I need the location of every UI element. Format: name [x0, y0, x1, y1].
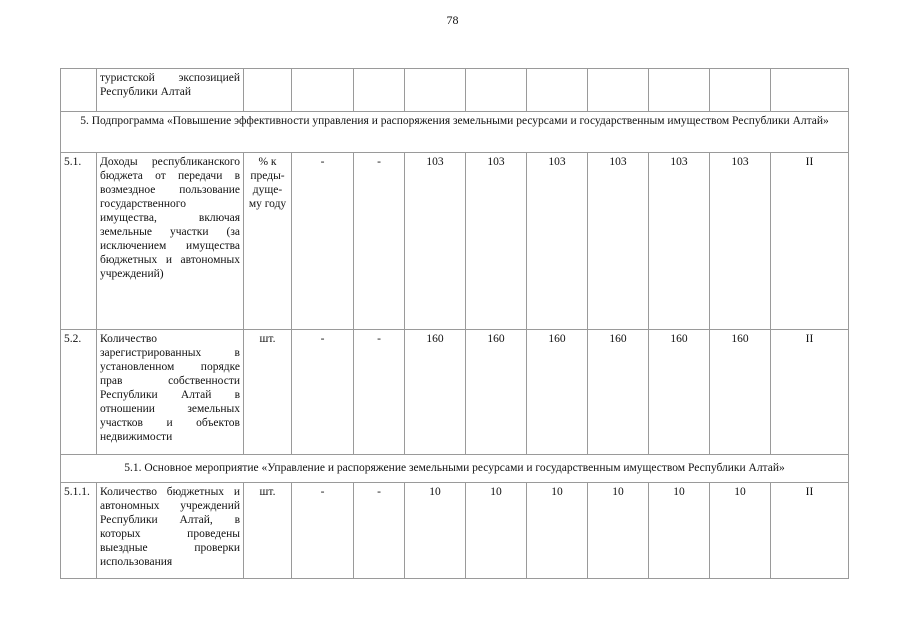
value-cell	[588, 69, 649, 112]
value-cell: -	[354, 330, 405, 455]
value-cell: -	[292, 330, 354, 455]
value-cell	[527, 69, 588, 112]
section-row	[61, 455, 849, 483]
value-cell	[649, 69, 710, 112]
value-cell: 10	[527, 483, 588, 579]
indicator-name: Количество бюджетных и автономных учреждений Республики Алтай, в которых проведены выездные проверки использования	[97, 483, 244, 579]
value-cell: 103	[527, 153, 588, 330]
indicator-name: Количество зарегистрированных в установленном порядке прав собственности Республики Алтай в отношении земельных участков и объектов недвижимости	[97, 330, 244, 455]
table-row	[61, 153, 849, 330]
value-cell: 10	[588, 483, 649, 579]
value-cell: 160	[588, 330, 649, 455]
indicator-name: Доходы республиканского бюджета от передачи в возмездное пользование государственного имущества, включая земельные участки (за исключением имущества бюджетных и автономных учреждений)	[97, 153, 244, 330]
row-number	[61, 69, 97, 112]
indicators-table	[60, 68, 849, 579]
section-title: 5. Подпрограмма «Повышение эффективности управления и распоряжения земельными ресурсами и государственным имуществом Республики Алтай»	[61, 112, 849, 153]
value-cell	[292, 69, 354, 112]
value-cell: 10	[649, 483, 710, 579]
value-cell	[710, 69, 771, 112]
value-cell: -	[354, 153, 405, 330]
value-cell: II	[771, 330, 849, 455]
value-cell: -	[292, 483, 354, 579]
value-cell: 103	[405, 153, 466, 330]
value-cell	[405, 69, 466, 112]
value-cell: 160	[710, 330, 771, 455]
page-number: 78	[446, 13, 459, 27]
value-cell: 10	[710, 483, 771, 579]
section-title: 5.1. Основное мероприятие «Управление и распоряжение земельными ресурсами и государственным имуществом Республики Алтай»	[61, 455, 849, 483]
value-cell: 103	[649, 153, 710, 330]
value-cell: 10	[466, 483, 527, 579]
unit-cell	[244, 69, 292, 112]
row-number: 5.1.1.	[61, 483, 97, 579]
indicator-name: туристской экспозицией Республики Алтай	[97, 69, 244, 112]
value-cell: 160	[649, 330, 710, 455]
value-cell: 10	[405, 483, 466, 579]
value-cell: 160	[405, 330, 466, 455]
section-row	[61, 112, 849, 153]
value-cell	[771, 69, 849, 112]
unit-cell: шт.	[244, 483, 292, 579]
value-cell: 160	[466, 330, 527, 455]
row-number: 5.1.	[61, 153, 97, 330]
unit-cell: шт.	[244, 330, 292, 455]
value-cell	[466, 69, 527, 112]
table-row	[61, 69, 849, 112]
table-row	[61, 483, 849, 579]
value-cell: -	[292, 153, 354, 330]
row-number: 5.2.	[61, 330, 97, 455]
value-cell: 103	[710, 153, 771, 330]
table-row	[61, 330, 849, 455]
value-cell: II	[771, 153, 849, 330]
unit-cell: % к преды-дуще-му году	[244, 153, 292, 330]
value-cell: II	[771, 483, 849, 579]
value-cell: 103	[588, 153, 649, 330]
value-cell: 103	[466, 153, 527, 330]
value-cell: -	[354, 483, 405, 579]
value-cell	[354, 69, 405, 112]
value-cell: 160	[527, 330, 588, 455]
